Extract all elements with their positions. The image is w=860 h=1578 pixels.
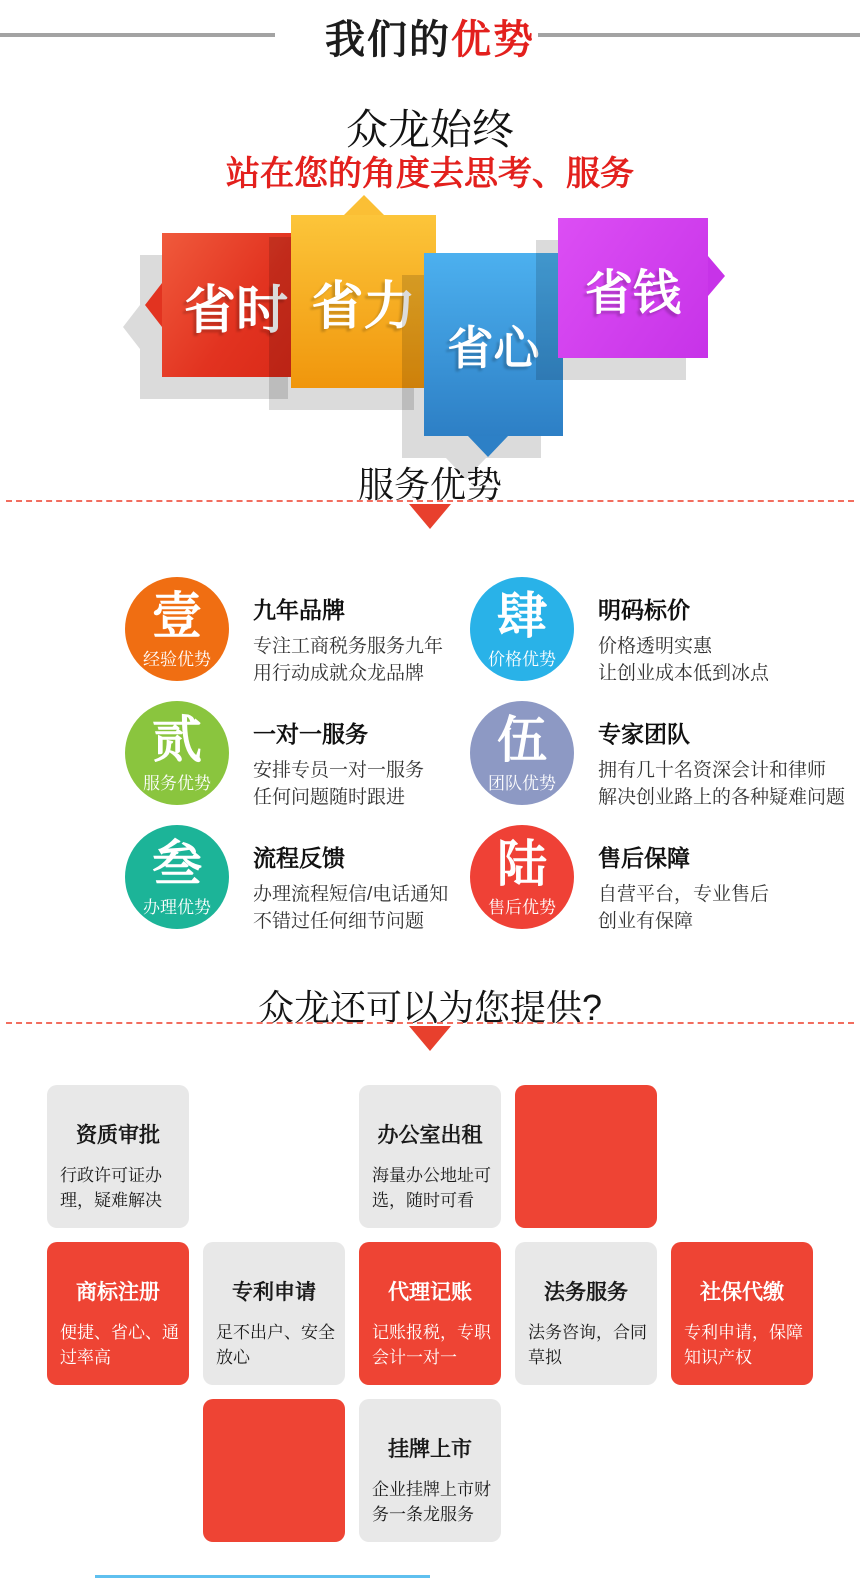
card-public-listing[interactable]: [359, 1399, 501, 1542]
card-desc: 企业挂牌上市财务一条龙服务: [372, 1480, 491, 1524]
advantage-title: 售后保障: [598, 845, 690, 871]
bubble-label: 省时: [183, 281, 288, 340]
page-title-red: 优势: [451, 18, 535, 62]
advantage-desc-line: 办理流程短信/电话通知: [253, 884, 449, 905]
badge-label: 团队优势: [488, 774, 556, 793]
advantage-desc-line: 创业有保障: [598, 910, 694, 932]
advantage-title: 明码标价: [598, 597, 690, 623]
bubble-save-worry: [424, 253, 563, 436]
advantage-text-aftersale: [598, 840, 860, 935]
advantage-badge-processing: [125, 825, 229, 929]
card-desc: 专利申请，保障知识产权: [684, 1323, 803, 1367]
card-patent-application[interactable]: [203, 1242, 345, 1385]
bubble-save-effort: [291, 215, 436, 388]
section-title-service-advantages: 服务优势: [357, 464, 502, 505]
advantage-badge-service: [125, 701, 229, 805]
card-desc: 便捷、省心、通过率高: [60, 1323, 179, 1367]
advantage-badge-experience: [125, 577, 229, 681]
advantage-text-price: [598, 592, 860, 687]
down-triangle-icon: [409, 1026, 451, 1051]
intro-line-1: 众龙始终: [345, 106, 514, 153]
card-title: 商标注册: [76, 1281, 160, 1304]
advantage-title: 流程反馈: [253, 845, 345, 871]
advantage-badge-aftersale: [470, 825, 574, 929]
dashed-divider: [6, 1022, 854, 1024]
badge-label: 办理优势: [143, 898, 211, 917]
advantage-desc-line: 任何问题随时跟进: [253, 786, 406, 808]
page-title: [0, 8, 860, 65]
card-title: 办公室出租: [377, 1124, 483, 1147]
advantage-desc-line: 安排专员一对一服务: [253, 760, 425, 781]
page-title-black: 我们的: [325, 18, 451, 62]
numeral-one: 壹: [152, 588, 202, 644]
dashed-divider: [6, 500, 854, 502]
badge-label: 价格优势: [488, 650, 556, 669]
card-desc: 记账报税，专职会计一对一: [372, 1323, 491, 1367]
advantage-desc-line: 价格透明实惠: [598, 636, 713, 657]
card-office-rental[interactable]: [359, 1085, 501, 1228]
card-desc: 足不出户、安全放心: [216, 1323, 335, 1367]
card-title: 代理记账: [388, 1281, 472, 1304]
badge-label: 经验优势: [143, 650, 211, 669]
bubble-arrow-right-icon: [708, 256, 725, 296]
card-legal-service[interactable]: [515, 1242, 657, 1385]
advantage-desc-line: 用行动成就众龙品牌: [253, 662, 425, 684]
numeral-three: 叁: [152, 836, 202, 892]
advantage-text-team: [598, 716, 860, 811]
bubble-save-time: [162, 233, 310, 377]
numeral-two: 贰: [152, 712, 202, 768]
numeral-six: 陆: [497, 836, 547, 892]
service-cards-grid: [47, 1085, 813, 1542]
advantage-desc-line: 专注工商税务服务九年: [253, 636, 444, 657]
advantage-badge-team: [470, 701, 574, 805]
card-red-placeholder-2: [203, 1399, 345, 1542]
card-desc: 行政许可证办理，疑难解决: [60, 1166, 162, 1210]
card-red-placeholder-1: [515, 1085, 657, 1228]
card-qualification-approval[interactable]: [47, 1085, 189, 1228]
down-triangle-icon: [409, 504, 451, 529]
card-trademark-registration[interactable]: [47, 1242, 189, 1385]
bubble-label: 省心: [447, 321, 540, 374]
card-title: 专利申请: [232, 1281, 316, 1304]
card-bookkeeping-agency[interactable]: [359, 1242, 501, 1385]
numeral-five: 伍: [497, 712, 547, 768]
advantage-desc-line: 自营平台，专业售后: [598, 884, 770, 905]
bubble-arrow-up-icon: [344, 195, 384, 215]
advantage-title: 九年品牌: [253, 597, 345, 623]
card-title: 挂牌上市: [388, 1438, 472, 1461]
advantage-title: 专家团队: [598, 721, 690, 747]
section-title-more-services: 众龙还可以为您提供?: [257, 987, 603, 1028]
bubble-arrow-left-icon: [145, 283, 162, 327]
bubble-save-money: [558, 218, 708, 358]
advantage-title: 一对一服务: [253, 721, 368, 747]
badge-label: 售后优势: [488, 898, 556, 917]
advantage-desc-line: 拥有几十名资深会计和律师: [598, 760, 827, 781]
card-title: 社保代缴: [700, 1281, 784, 1304]
card-title: 资质审批: [76, 1124, 160, 1147]
card-social-insurance-agency[interactable]: [671, 1242, 813, 1385]
card-desc: 海量办公地址可选，随时可看: [372, 1166, 491, 1210]
advantage-desc-line: 不错过任何细节问题: [253, 910, 425, 932]
advantage-desc-line: 让创业成本低到冰点: [598, 662, 770, 684]
numeral-four: 肆: [497, 588, 547, 644]
advantage-badge-price: [470, 577, 574, 681]
bubble-arrow-down-icon: [468, 436, 508, 457]
bubble-label: 省力: [311, 278, 416, 336]
bubble-label: 省钱: [584, 266, 681, 320]
badge-label: 服务优势: [143, 774, 211, 793]
intro-line-2: 站在您的角度去思考、服务: [226, 155, 634, 193]
card-title: 法务服务: [544, 1281, 628, 1304]
advantage-desc-line: 解决创业路上的各种疑难问题: [598, 786, 846, 808]
card-desc: 法务咨询，合同草拟: [528, 1323, 647, 1367]
